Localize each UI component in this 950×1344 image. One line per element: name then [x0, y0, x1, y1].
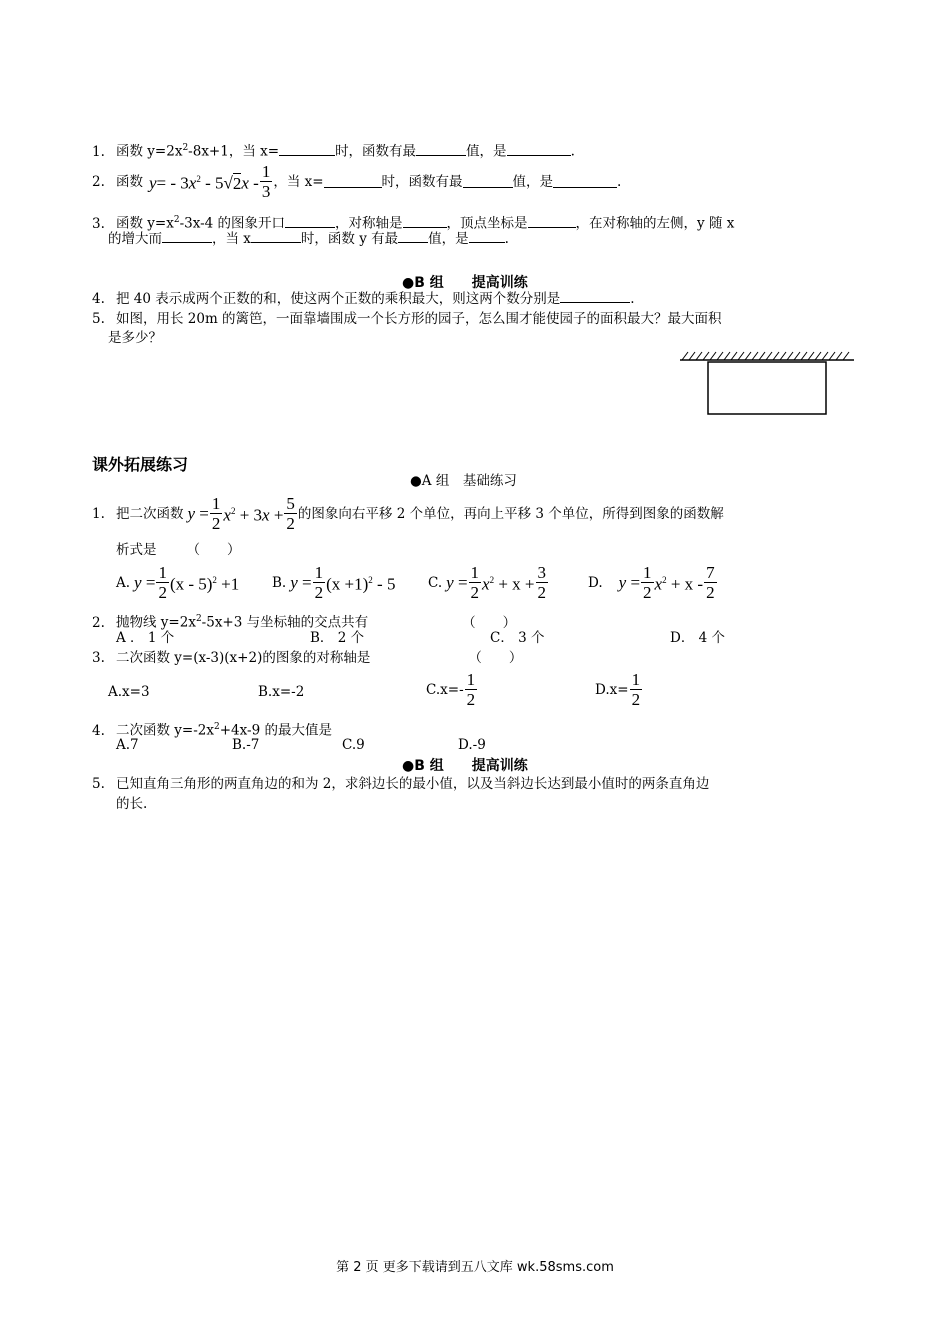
answer-blank: [528, 215, 576, 228]
question-2: 2. 函数 $y= - 3x^2 - 5√2x$ - $\frac{1}{3}$ ，当 x= 时，函数有最 值，是 .: [92, 162, 622, 201]
sqrt-sign: √: [223, 173, 233, 193]
answer-blank: [553, 175, 617, 188]
exercise-3-option-a[interactable]: A.x=3: [108, 684, 150, 700]
exercise-3-option-d[interactable]: D.x= $\frac{1}{2}$: [595, 670, 641, 709]
answer-blank: [162, 230, 212, 243]
group-b-heading-2: ●B 组 提高训练: [402, 758, 528, 774]
option-c[interactable]: C. y = $\frac{1}{2}$ $x^2 + x$ + $\frac{3}{2}$: [428, 563, 547, 602]
question-1: 1. 函数 $y=2x^2-8x+1$，当 x= 时，函数有最 值，是 .: [92, 143, 575, 160]
answer-blank: [463, 175, 513, 188]
question-3: 3. 函数 $y=x^2-3x-4$ 的图象开口 ，对称轴是 ，顶点坐标是 ，在对称轴的左侧，y 随 x: [92, 215, 735, 232]
section-title: 课外拓展练习: [92, 455, 189, 474]
exercise-4-option-d[interactable]: D.-9: [458, 737, 486, 753]
fraction: $\frac{1}{2}$: [211, 494, 221, 533]
exercise-4-option-c[interactable]: C.9: [342, 737, 365, 753]
exercise-2-option-a[interactable]: A ． 1 个: [116, 630, 175, 646]
answer-blank: [416, 143, 466, 156]
exercise-1-line2: 析式是 （ ）: [116, 542, 241, 558]
option-a[interactable]: A. y = $\frac{1}{2}$ (x - 5)$^2$ +1: [116, 563, 240, 602]
fence-wall-diagram: [678, 348, 856, 420]
answer-blank: [279, 143, 335, 156]
question-5: 5. 如图，用长 20m 的篱笆，一面靠墙围成一个长方形的园子，怎么围才能使园子的面积最大？最大面积: [92, 311, 722, 327]
exercise-2-option-d[interactable]: D． 4 个: [670, 630, 725, 646]
answer-blank: [403, 215, 447, 228]
answer-blank: [398, 230, 428, 243]
exercise-5-line2: 的长.: [116, 796, 148, 812]
formula: $y= - 3x^2 - 5√2x$ -: [149, 173, 259, 193]
exercise-1: 1. 把二次函数 y = $\frac{1}{2}$ $x^2 + 3x$ + $\frac{5}{2}$ 的图象向右平移 2 个单位，再向上平移 3 个单位，所得到图象的函数解: [92, 494, 724, 533]
answer-blank: [507, 143, 571, 156]
exercise-2-option-c[interactable]: C． 3 个: [490, 630, 545, 646]
option-b[interactable]: B. y = $\frac{1}{2}$ $(x +1)^2 - 5$: [272, 563, 396, 602]
fraction: $\frac{1}{3}$: [261, 162, 271, 201]
question-5-line2: 是多少？: [108, 330, 162, 346]
exercise-3-option-b[interactable]: B.x=-2: [258, 684, 305, 700]
question-3-line2: 的增大而 ，当 x 时，函数 y 有最 值，是 .: [108, 231, 509, 247]
exercise-5: 5. 已知直角三角形的两直角边的和为 2，求斜边长的最小值，以及当斜边长达到最小值时的两条直角边: [92, 776, 710, 792]
group-a-heading: ●A 组 基础练习: [410, 473, 517, 489]
answer-blank: [324, 175, 382, 188]
exercise-3-option-c[interactable]: C.x=- $\frac{1}{2}$: [426, 670, 476, 709]
option-d[interactable]: D. y = $\frac{1}{2}$ $x^2 + x$ - $\frac{7}{2}$: [588, 563, 715, 602]
answer-blank: [285, 215, 335, 228]
page-footer: 第 2 页 更多下载请到五八文库 wk.58sms.com: [336, 1260, 614, 1275]
exercise-4: 4. 二次函数 $y=-2x^2+4x-9$ 的最大值是: [92, 722, 332, 739]
exercise-4-option-b[interactable]: B.-7: [232, 737, 260, 753]
fraction: $\frac{5}{2}$: [286, 494, 295, 533]
exercise-2: 2. 抛物线 $y=2x^2-5x+3$ 与坐标轴的交点共有 （ ）: [92, 614, 517, 631]
answer-blank: [469, 230, 505, 243]
answer-blank: [560, 290, 630, 303]
exercise-3: 3. 二次函数 y=(x-3)(x+2)的图象的对称轴是 （ ）: [92, 650, 523, 666]
exercise-4-option-a[interactable]: A.7: [116, 737, 139, 753]
group-b-heading: ●B 组 提高训练: [402, 275, 528, 291]
question-4: 4. 把 40 表示成两个正数的和，使这两个正数的乘积最大，则这两个数分别是 .: [92, 291, 635, 307]
exercise-2-option-b[interactable]: B． 2 个: [310, 630, 365, 646]
answer-blank: [251, 230, 301, 243]
